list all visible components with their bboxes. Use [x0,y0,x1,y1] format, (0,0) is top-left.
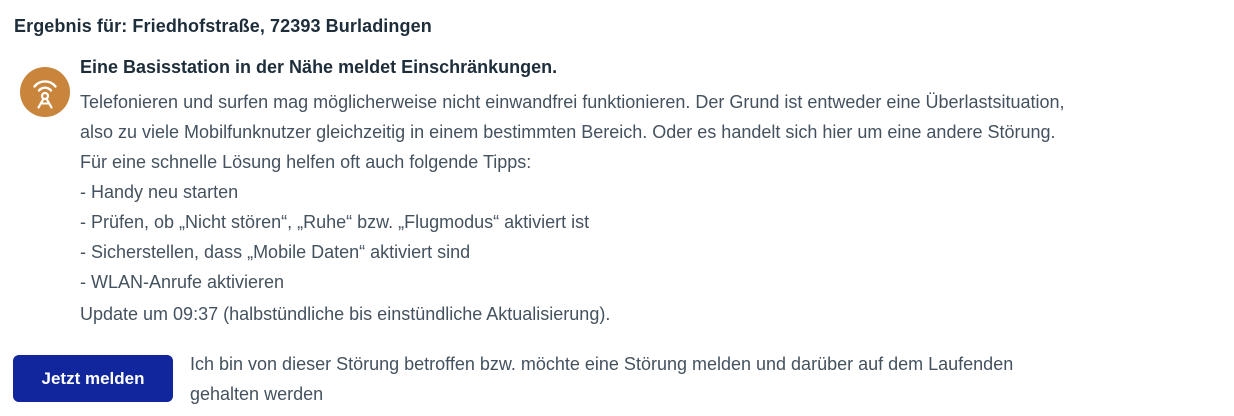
alert-tip-line: - Prüfen, ob „Nicht stören“, „Ruhe“ bzw. „Flugmodus“ aktiviert ist [80,212,590,232]
update-timestamp: Update um 09:37 (halbstündliche bis einstündliche Aktualisierung). [80,304,611,324]
alert-message-line: Telefonieren und surfen mag möglicherweise nicht einwandfrei funktionieren. Der Grund ist entweder eine Überlastsituation, [80,92,1065,112]
alert-heading: Eine Basisstation in der Nähe meldet Einschränkungen. [80,57,558,77]
page-title: Ergebnis für: Friedhofstraße, 72393 Burladingen [14,16,432,36]
alert-tip-line: - WLAN-Anrufe aktivieren [80,272,285,292]
alert-tip-line: - Handy neu starten [80,182,239,202]
jetzt-melden-button[interactable]: Jetzt melden [13,355,173,402]
alert-message-line: also zu viele Mobilfunknutzer gleichzeitig in einem bestimmten Bereich. Oder es handelt sich hier um eine andere Störung. [80,122,1056,142]
report-description-line: Ich bin von dieser Störung betroffen bzw. möchte eine Störung melden und darüber auf dem Laufenden [190,354,1014,374]
radio-mast-icon [20,67,70,117]
alert-message [80,87,1140,329]
alert-message-line: Für eine schnelle Lösung helfen oft auch folgende Tipps: [80,152,532,172]
report-description-line: gehalten werden [190,384,324,404]
alert-tip-line: - Sicherstellen, dass „Mobile Daten“ aktiviert sind [80,242,471,262]
report-description [190,349,1210,409]
